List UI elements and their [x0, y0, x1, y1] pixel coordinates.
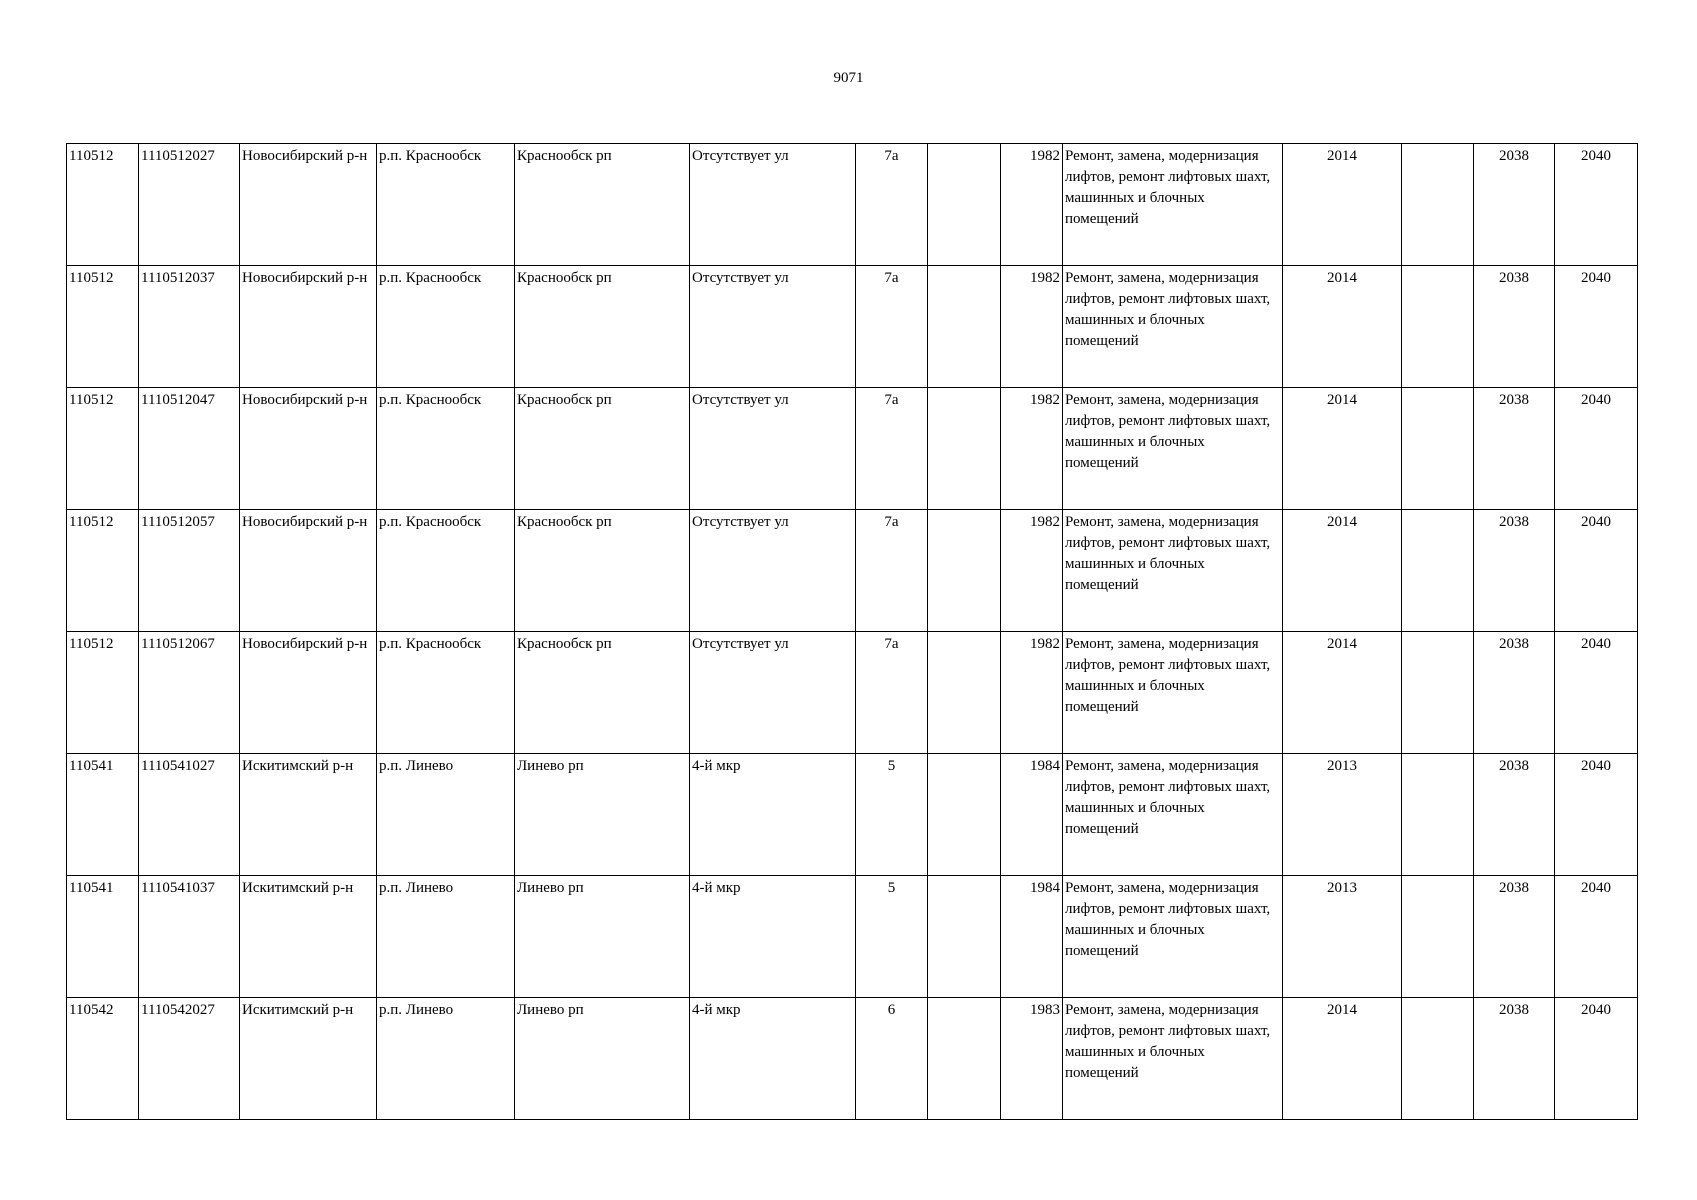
cell-blank	[1402, 632, 1474, 754]
cell-blank	[1402, 144, 1474, 266]
cell-work: Ремонт, замена, модернизация лифтов, ремонт лифтовых шахт, машинных и блочных помещений	[1063, 510, 1283, 632]
cell-district: Новосибирский р-н	[240, 632, 377, 754]
cell-locality: Краснообск рп	[515, 510, 690, 632]
cell-settlement: р.п. Линево	[377, 876, 515, 998]
cell-house: 7а	[856, 144, 928, 266]
cell-year-built: 1984	[1001, 876, 1063, 998]
cell-district: Новосибирский р-н	[240, 510, 377, 632]
cell-work: Ремонт, замена, модернизация лифтов, ремонт лифтовых шахт, машинных и блочных помещений	[1063, 754, 1283, 876]
cell-street: Отсутствует ул	[690, 388, 856, 510]
cell-locality: Линево рп	[515, 876, 690, 998]
cell-year-from: 2038	[1474, 144, 1555, 266]
cell-year-from: 2038	[1474, 388, 1555, 510]
cell-street: 4-й мкр	[690, 754, 856, 876]
cell-code: 110512	[67, 632, 139, 754]
cell-house: 5	[856, 876, 928, 998]
cell-work: Ремонт, замена, модернизация лифтов, ремонт лифтовых шахт, машинных и блочных помещений	[1063, 144, 1283, 266]
cell-blank	[928, 388, 1001, 510]
cell-blank	[928, 754, 1001, 876]
cell-work: Ремонт, замена, модернизация лифтов, ремонт лифтовых шахт, машинных и блочных помещений	[1063, 266, 1283, 388]
cell-year-built: 1983	[1001, 998, 1063, 1120]
cell-settlement: р.п. Краснообск	[377, 388, 515, 510]
cell-year-to: 2040	[1555, 998, 1638, 1120]
cell-blank	[1402, 388, 1474, 510]
cell-code: 110512	[67, 388, 139, 510]
cell-year-last: 2014	[1283, 510, 1402, 632]
cell-id: 1110512057	[139, 510, 240, 632]
cell-year-to: 2040	[1555, 876, 1638, 998]
cell-street: 4-й мкр	[690, 998, 856, 1120]
cell-house: 6	[856, 998, 928, 1120]
cell-work: Ремонт, замена, модернизация лифтов, ремонт лифтовых шахт, машинных и блочных помещений	[1063, 998, 1283, 1120]
cell-blank	[1402, 754, 1474, 876]
cell-settlement: р.п. Краснообск	[377, 144, 515, 266]
cell-blank	[1402, 266, 1474, 388]
cell-id: 1110512037	[139, 266, 240, 388]
cell-year-to: 2040	[1555, 144, 1638, 266]
cell-year-last: 2014	[1283, 388, 1402, 510]
table-row	[67, 876, 1638, 998]
cell-id: 1110512067	[139, 632, 240, 754]
cell-year-last: 2014	[1283, 998, 1402, 1120]
page-number: 9071	[833, 70, 864, 86]
cell-year-to: 2040	[1555, 510, 1638, 632]
cell-year-to: 2040	[1555, 266, 1638, 388]
cell-year-last: 2014	[1283, 266, 1402, 388]
cell-year-from: 2038	[1474, 754, 1555, 876]
cell-house: 7а	[856, 510, 928, 632]
table-row	[67, 510, 1638, 632]
cell-district: Новосибирский р-н	[240, 266, 377, 388]
cell-district: Новосибирский р-н	[240, 144, 377, 266]
cell-year-to: 2040	[1555, 632, 1638, 754]
cell-year-from: 2038	[1474, 266, 1555, 388]
cell-work: Ремонт, замена, модернизация лифтов, ремонт лифтовых шахт, машинных и блочных помещений	[1063, 388, 1283, 510]
cell-year-last: 2014	[1283, 632, 1402, 754]
cell-district: Новосибирский р-н	[240, 388, 377, 510]
cell-settlement: р.п. Линево	[377, 754, 515, 876]
cell-id: 1110542027	[139, 998, 240, 1120]
cell-house: 5	[856, 754, 928, 876]
cell-blank	[928, 632, 1001, 754]
cell-locality: Линево рп	[515, 754, 690, 876]
cell-house: 7а	[856, 632, 928, 754]
cell-code: 110541	[67, 876, 139, 998]
cell-code: 110512	[67, 144, 139, 266]
cell-street: Отсутствует ул	[690, 144, 856, 266]
cell-blank	[1402, 876, 1474, 998]
cell-locality: Краснообск рп	[515, 266, 690, 388]
table-body	[67, 144, 1638, 1120]
table-row	[67, 632, 1638, 754]
cell-work: Ремонт, замена, модернизация лифтов, ремонт лифтовых шахт, машинных и блочных помещений	[1063, 876, 1283, 998]
cell-id: 1110541027	[139, 754, 240, 876]
cell-code: 110541	[67, 754, 139, 876]
cell-street: Отсутствует ул	[690, 266, 856, 388]
cell-settlement: р.п. Краснообск	[377, 510, 515, 632]
cell-year-from: 2038	[1474, 632, 1555, 754]
cell-blank	[1402, 510, 1474, 632]
cell-code: 110542	[67, 998, 139, 1120]
table-row	[67, 144, 1638, 266]
cell-district: Искитимский р-н	[240, 876, 377, 998]
cell-street: 4-й мкр	[690, 876, 856, 998]
cell-street: Отсутствует ул	[690, 510, 856, 632]
table-row	[67, 266, 1638, 388]
table-row	[67, 998, 1638, 1120]
cell-year-last: 2013	[1283, 754, 1402, 876]
cell-street: Отсутствует ул	[690, 632, 856, 754]
cell-settlement: р.п. Краснообск	[377, 632, 515, 754]
cell-year-built: 1982	[1001, 632, 1063, 754]
cell-blank	[928, 144, 1001, 266]
cell-blank	[928, 998, 1001, 1120]
cell-settlement: р.п. Краснообск	[377, 266, 515, 388]
cell-house: 7а	[856, 388, 928, 510]
cell-code: 110512	[67, 510, 139, 632]
table-row	[67, 754, 1638, 876]
cell-year-from: 2038	[1474, 876, 1555, 998]
cell-blank	[928, 266, 1001, 388]
cell-year-built: 1982	[1001, 266, 1063, 388]
cell-locality: Краснообск рп	[515, 388, 690, 510]
cell-year-last: 2013	[1283, 876, 1402, 998]
cell-district: Искитимский р-н	[240, 998, 377, 1120]
cell-year-to: 2040	[1555, 754, 1638, 876]
cell-year-last: 2014	[1283, 144, 1402, 266]
cell-locality: Линево рп	[515, 998, 690, 1120]
cell-id: 1110541037	[139, 876, 240, 998]
cell-year-from: 2038	[1474, 510, 1555, 632]
cell-locality: Краснообск рп	[515, 144, 690, 266]
cell-locality: Краснообск рп	[515, 632, 690, 754]
cell-blank	[1402, 998, 1474, 1120]
cell-year-from: 2038	[1474, 998, 1555, 1120]
cell-work: Ремонт, замена, модернизация лифтов, ремонт лифтовых шахт, машинных и блочных помещений	[1063, 632, 1283, 754]
cell-blank	[928, 876, 1001, 998]
table-row	[67, 388, 1638, 510]
cell-house: 7а	[856, 266, 928, 388]
cell-district: Искитимский р-н	[240, 754, 377, 876]
cell-code: 110512	[67, 266, 139, 388]
cell-year-built: 1982	[1001, 510, 1063, 632]
cell-year-built: 1984	[1001, 754, 1063, 876]
cell-settlement: р.п. Линево	[377, 998, 515, 1120]
cell-year-to: 2040	[1555, 388, 1638, 510]
cell-blank	[928, 510, 1001, 632]
registry-table	[66, 143, 1638, 1120]
cell-year-built: 1982	[1001, 144, 1063, 266]
cell-id: 1110512027	[139, 144, 240, 266]
cell-year-built: 1982	[1001, 388, 1063, 510]
cell-id: 1110512047	[139, 388, 240, 510]
